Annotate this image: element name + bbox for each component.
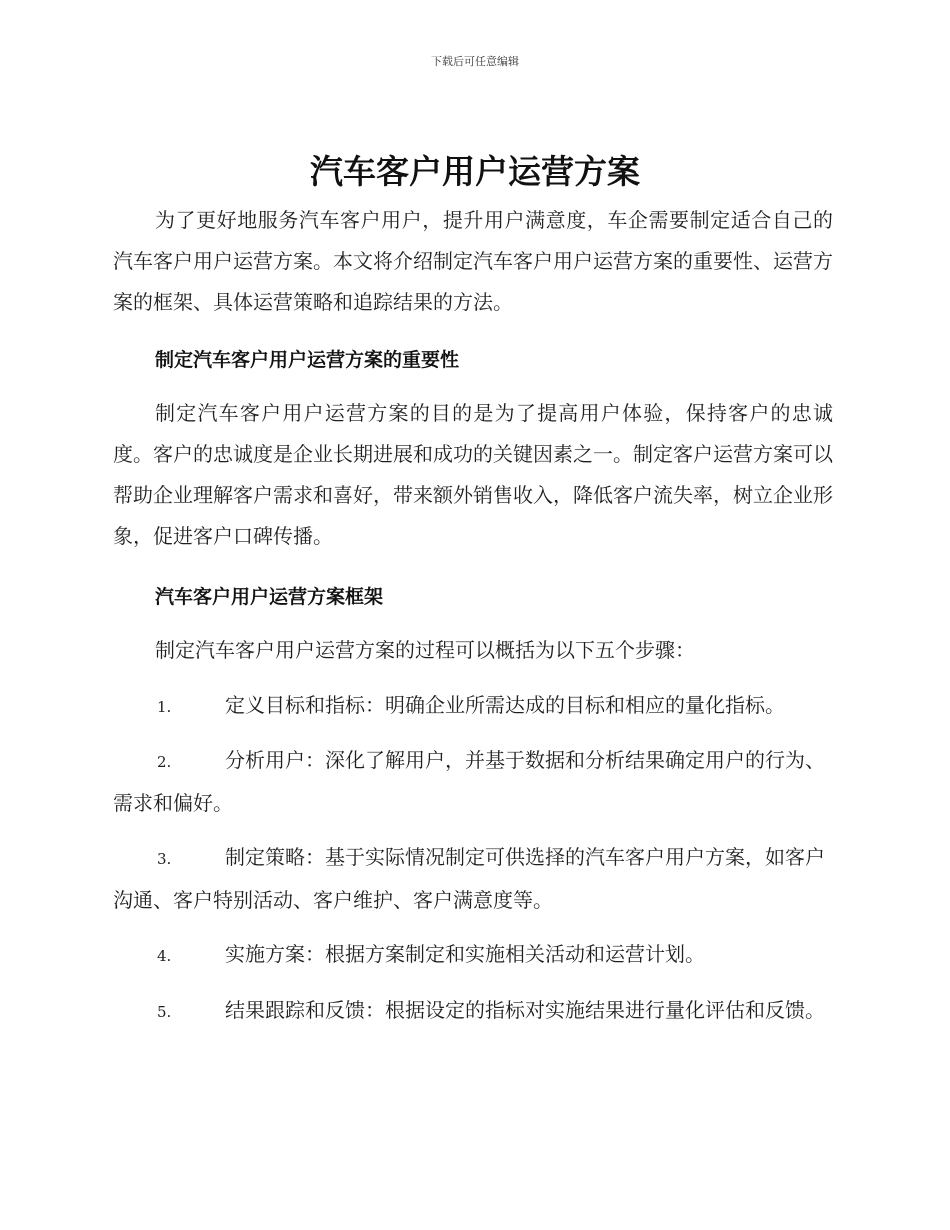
list-item [113, 934, 833, 977]
list-item [113, 990, 833, 1033]
page-title: 汽车客户用户运营方案 [310, 152, 640, 191]
list-item [113, 837, 833, 921]
list-item-number: 1. [157, 698, 172, 716]
list-item-number: 2. [157, 753, 172, 771]
list-item [113, 740, 833, 824]
list-item-text: 分析用户：深化了解用户，并基于数据和分析结果确定用户的行为、需求和偏好。 [113, 748, 825, 815]
section-heading-framework: 汽车客户用户运营方案框架 [155, 586, 384, 608]
list-item-number: 3. [157, 850, 172, 868]
list-item-text: 结果跟踪和反馈：根据设定的指标对实施结果进行量化评估和反馈。 [225, 998, 825, 1022]
list-item-text: 定义目标和指标：明确企业所需达成的目标和相应的量化指标。 [225, 693, 785, 717]
list-item [113, 685, 833, 728]
header-note: 下载后可任意编辑 [431, 55, 519, 68]
list-item-number: 5. [157, 1003, 172, 1021]
framework-lead-paragraph: 制定汽车客户用户运营方案的过程可以概括为以下五个步骤： [155, 638, 695, 662]
list-item-text: 实施方案：根据方案制定和实施相关活动和运营计划。 [225, 942, 705, 966]
importance-paragraph: 制定汽车客户用户运营方案的目的是为了提高用户体验，保持客户的忠诚度。客户的忠诚度是企业长期进展和成功的关键因素之一。制定客户运营方案可以帮助企业理解客户需求和喜好，带来额外销售收入，降低客户流失率，树立企业形象，促进客户口碑传播。 [113, 401, 833, 548]
list-item-number: 4. [157, 947, 172, 965]
intro-paragraph: 为了更好地服务汽车客户用户，提升用户满意度，车企需要制定适合自己的汽车客户用户运营方案。本文将介绍制定汽车客户用户运营方案的重要性、运营方案的框架、具体运营策略和追踪结果的方法。 [113, 208, 833, 314]
list-item-text: 制定策略：基于实际情况制定可供选择的汽车客户用户方案，如客户沟通、客户特别活动、客户维护、客户满意度等。 [113, 845, 825, 912]
section-heading-importance: 制定汽车客户用户运营方案的重要性 [155, 349, 460, 371]
